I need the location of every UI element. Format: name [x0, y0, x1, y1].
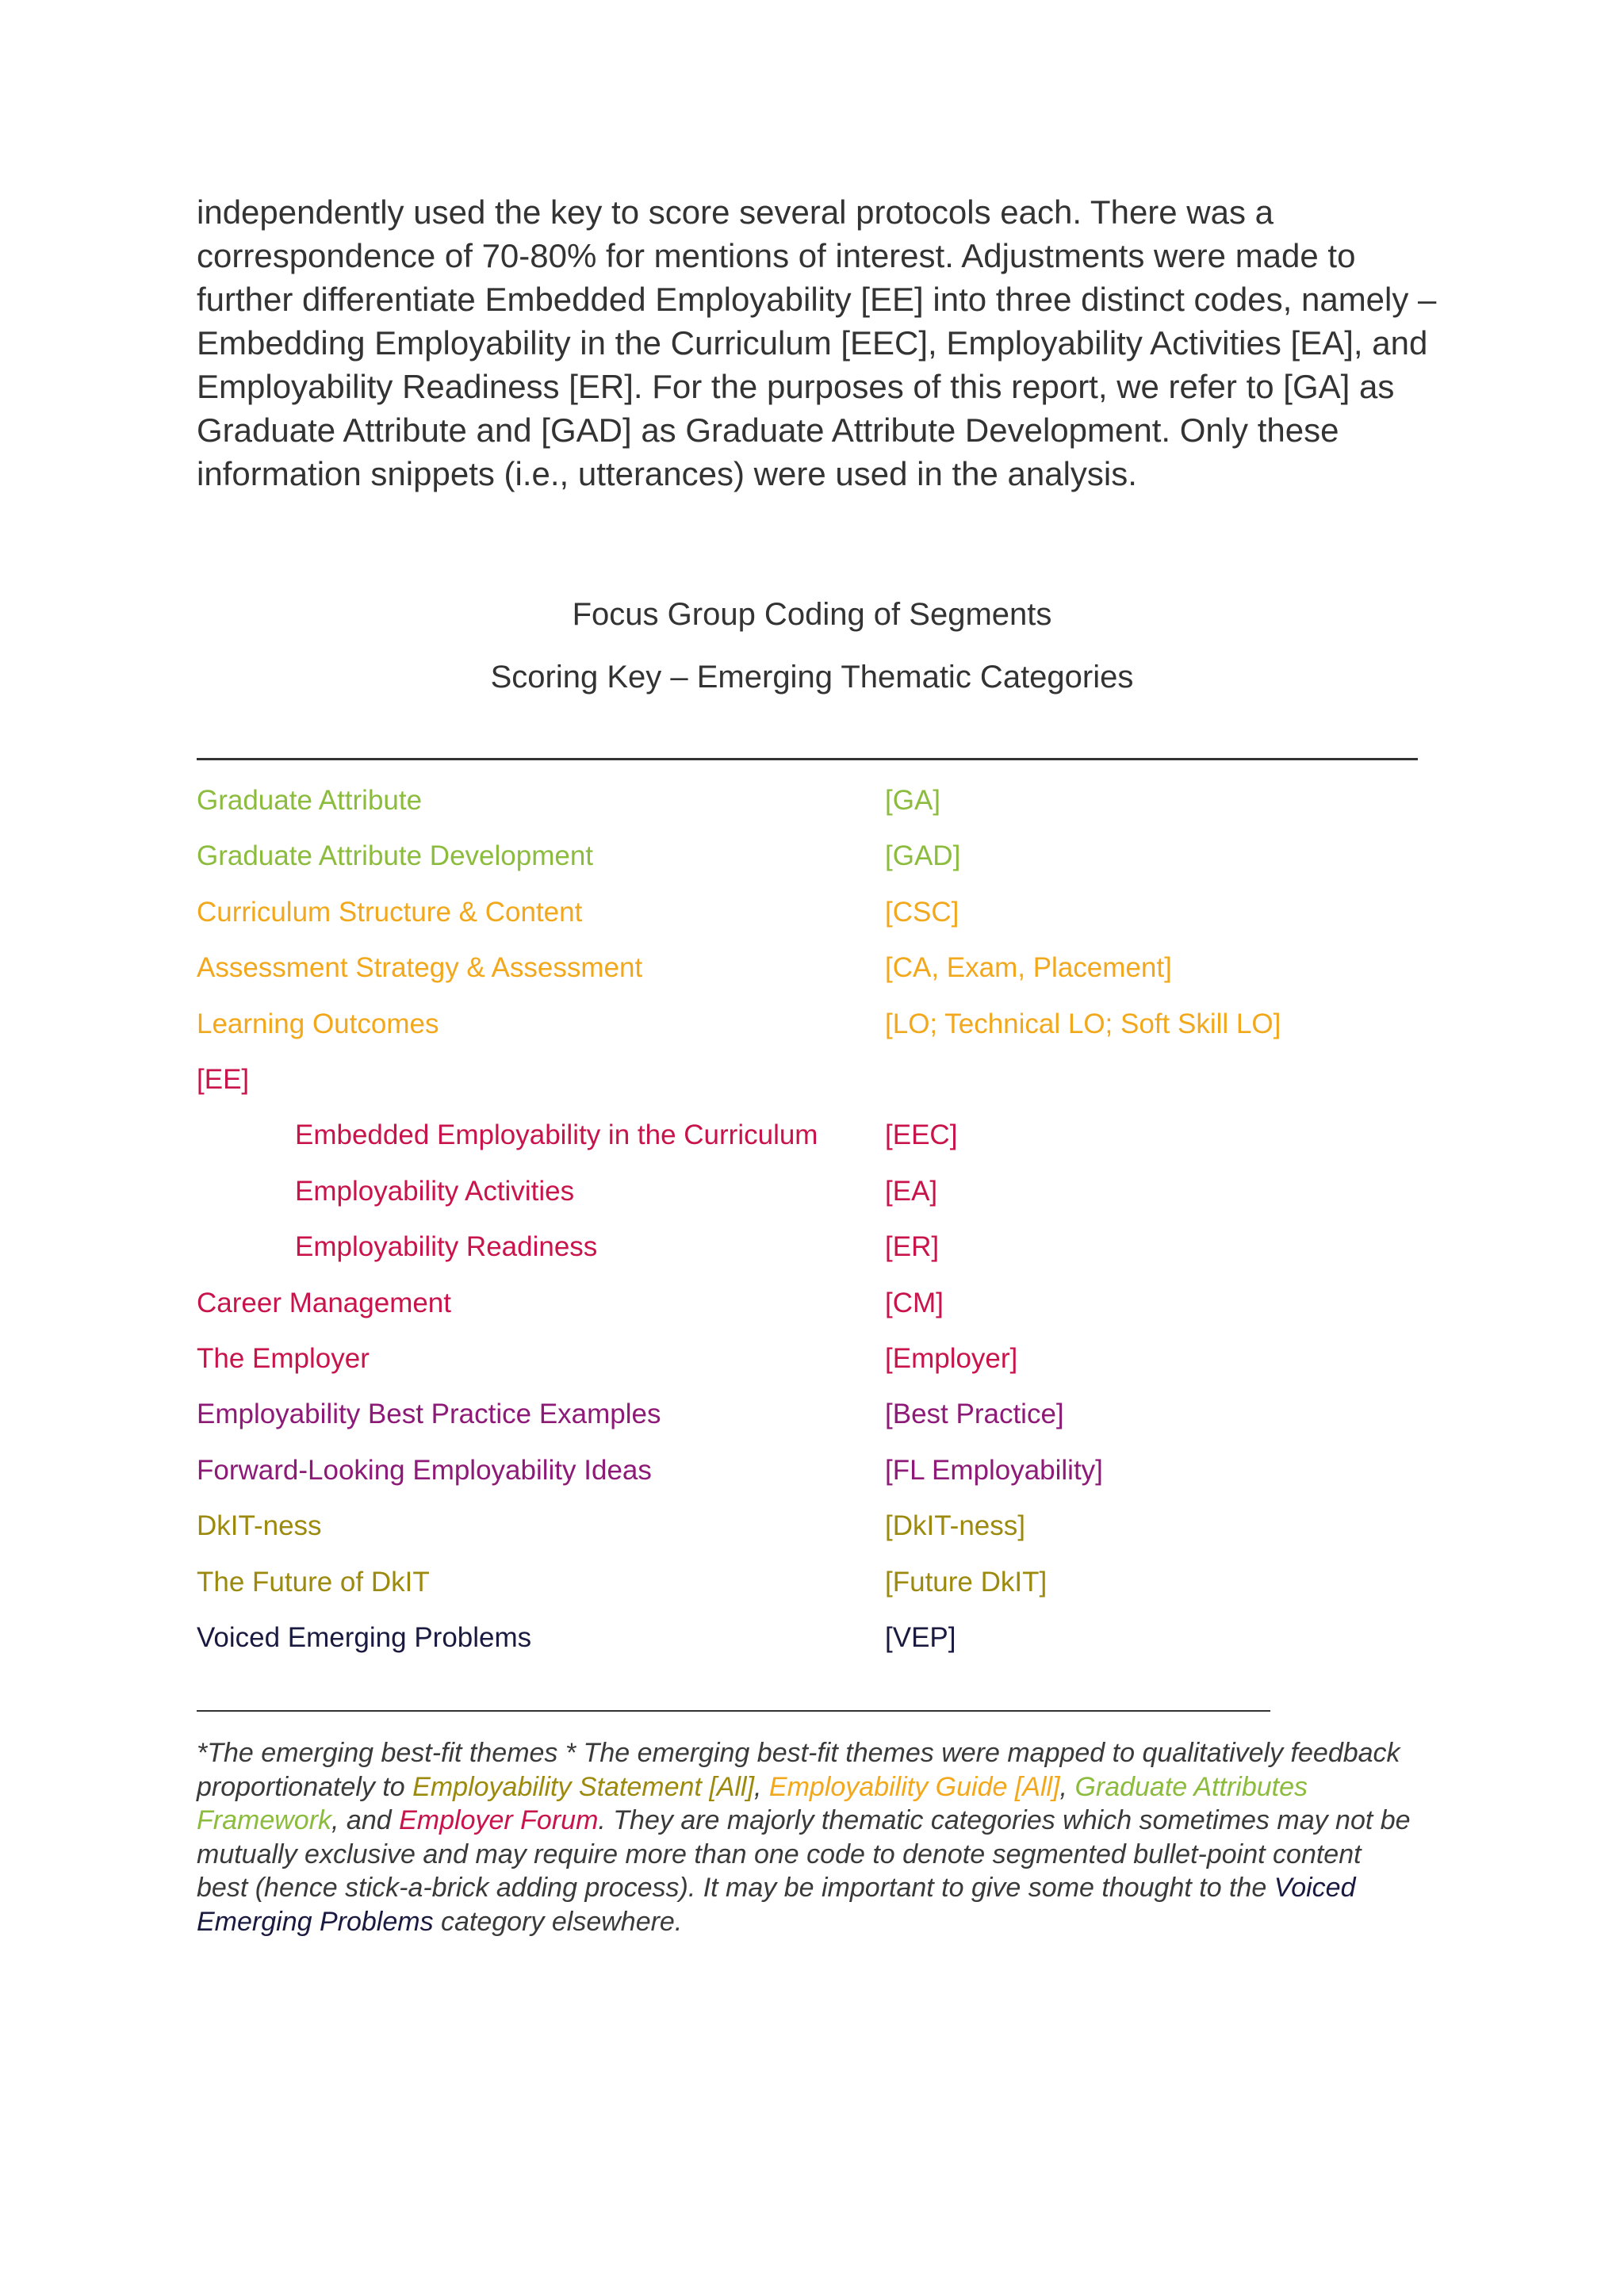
- scoring-key-row: [0, 944, 1624, 992]
- scoring-key-row: [0, 777, 1624, 825]
- footnote-text: ,: [754, 1771, 769, 1802]
- category-label: DkIT-ness: [197, 1510, 322, 1542]
- category-label: Graduate Attribute: [197, 785, 423, 816]
- category-code: [DkIT-ness]: [885, 1510, 1025, 1542]
- scoring-key-row: [0, 1391, 1624, 1438]
- top-divider: [197, 758, 1418, 760]
- scoring-key-row: [0, 1223, 1624, 1271]
- category-code: [EEC]: [885, 1119, 958, 1151]
- category-code: [VEP]: [885, 1622, 956, 1653]
- scoring-key-row: [0, 1280, 1624, 1327]
- footnote-line: [197, 1905, 1434, 1939]
- category-code: [CA, Exam, Placement]: [885, 952, 1172, 984]
- bottom-divider: [197, 1710, 1270, 1712]
- intro-paragraph: [197, 190, 1437, 496]
- category-label: Embedded Employability in the Curriculum: [295, 1119, 818, 1151]
- footnote-emerging-problems: Emerging Problems: [197, 1906, 434, 1937]
- footnote-graduate-attributes: Graduate Attributes: [1074, 1771, 1308, 1802]
- footnote-text: ,: [1059, 1771, 1075, 1802]
- scoring-key-row: [0, 832, 1624, 880]
- footnote-text: category elsewhere.: [433, 1906, 683, 1937]
- footnote: [197, 1736, 1434, 1938]
- category-label: The Future of DkIT: [197, 1566, 430, 1598]
- scoring-key-row: [0, 1001, 1624, 1048]
- scoring-key-row: [0, 1056, 1624, 1104]
- category-label: The Employer: [197, 1343, 370, 1374]
- category-label: Curriculum Structure & Content: [197, 896, 583, 928]
- scoring-key-row: [0, 1502, 1624, 1550]
- category-code: [ER]: [885, 1231, 940, 1263]
- category-label: Employability Best Practice Examples: [197, 1399, 661, 1430]
- footnote-line: [197, 1736, 1434, 1770]
- scoring-key-row: [0, 1112, 1624, 1159]
- category-code: [Employer]: [885, 1343, 1018, 1374]
- category-label: [EE]: [197, 1064, 250, 1095]
- section-subtitle: Scoring Key – Emerging Thematic Categories: [490, 660, 1134, 695]
- section-title: Focus Group Coding of Segments: [572, 597, 1052, 632]
- category-code: [CSC]: [885, 896, 959, 928]
- category-code: [LO; Technical LO; Soft Skill LO]: [885, 1008, 1281, 1039]
- category-label: Voiced Emerging Problems: [197, 1622, 532, 1653]
- category-label: Employability Activities: [295, 1175, 575, 1207]
- scoring-key-row: [0, 1168, 1624, 1215]
- category-code: [Future DkIT]: [885, 1566, 1048, 1598]
- scoring-key-row: [0, 1335, 1624, 1383]
- scoring-key-row: [0, 889, 1624, 936]
- category-label: Forward-Looking Employability Ideas: [197, 1454, 652, 1486]
- footnote-employability-statement: Employability Statement [All]: [412, 1771, 755, 1802]
- footnote-framework: Framework: [197, 1805, 332, 1835]
- category-label: Graduate Attribute Development: [197, 840, 594, 872]
- footnote-text: best (hence stick-a-brick adding process). It may be important to give some thought to the: [197, 1873, 1274, 1903]
- scoring-key-row: [0, 1447, 1624, 1494]
- category-label: Career Management: [197, 1287, 451, 1318]
- footnote-employer-forum: Employer Forum: [399, 1805, 599, 1835]
- footnote-text: proportionately to: [197, 1771, 413, 1802]
- footnote-voiced: Voiced: [1274, 1873, 1356, 1903]
- intro-line: Embedding Employability in the Curriculum [EEC], Employability Activities [EA], and: [197, 324, 1428, 362]
- category-code: [FL Employability]: [885, 1454, 1103, 1486]
- footnote-line: [197, 1770, 1434, 1804]
- intro-line: further differentiate Embedded Employability [EE] into three distinct codes, namely –: [197, 281, 1437, 318]
- intro-line: Employability Readiness [ER]. For the purposes of this report, we refer to [GA] as: [197, 368, 1395, 405]
- intro-line: Graduate Attribute and [GAD] as Graduate Attribute Development. Only these: [197, 411, 1339, 449]
- intro-line: information snippets (i.e., utterances) were used in the analysis.: [197, 455, 1137, 492]
- category-label: Assessment Strategy & Assessment: [197, 952, 643, 984]
- footnote-text: . They are majorly thematic categories which sometimes may not be: [598, 1805, 1411, 1835]
- scoring-key-row: [0, 1614, 1624, 1662]
- footnote-text: mutually exclusive and may require more than one code to denote segmented bullet-point content: [197, 1839, 1362, 1869]
- footnote-employability-guide: Employability Guide [All]: [768, 1771, 1060, 1802]
- category-code: [EA]: [885, 1175, 938, 1207]
- footnote-line: [197, 1838, 1434, 1872]
- category-label: Employability Readiness: [295, 1231, 598, 1263]
- footnote-line: [197, 1871, 1434, 1905]
- category-code: [GA]: [885, 785, 941, 816]
- scoring-key-row: [0, 1559, 1624, 1606]
- footnote-line: [197, 1804, 1434, 1838]
- footnote-text: , and: [331, 1805, 400, 1835]
- intro-line: correspondence of 70-80% for mentions of interest. Adjustments were made to: [197, 237, 1356, 274]
- category-code: [CM]: [885, 1287, 944, 1318]
- category-code: [Best Practice]: [885, 1399, 1064, 1430]
- footnote-text: *The emerging best-fit themes * The emerging best-fit themes were mapped to qualitatively feedback: [197, 1738, 1400, 1768]
- category-code: [GAD]: [885, 840, 961, 872]
- category-label: Learning Outcomes: [197, 1008, 439, 1039]
- intro-line: independently used the key to score several protocols each. There was a: [197, 193, 1274, 231]
